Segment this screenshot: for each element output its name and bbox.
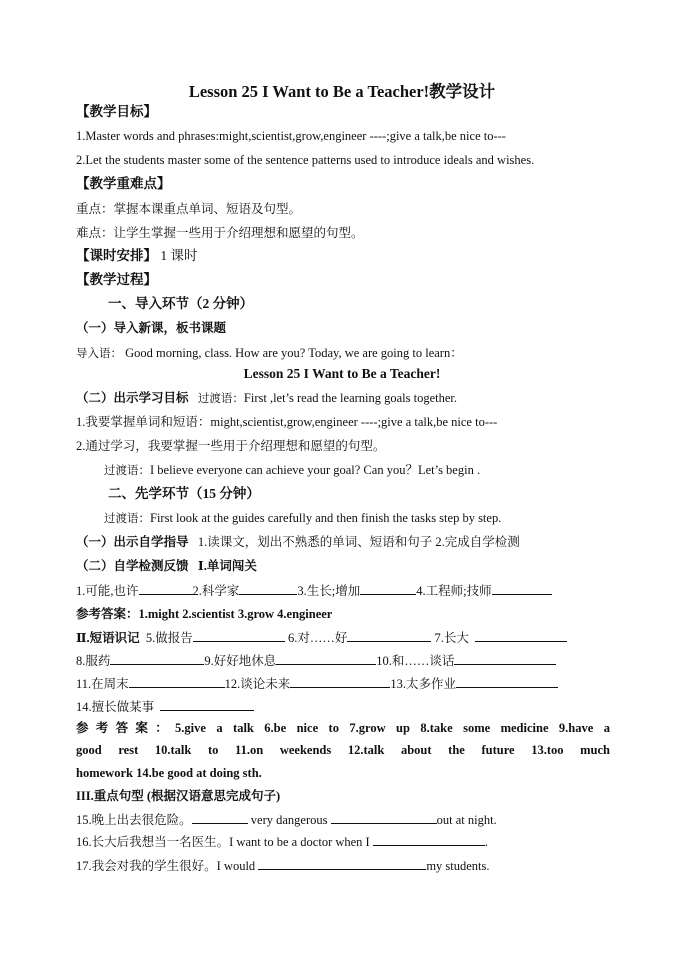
words-answer-label: 参考答案： xyxy=(76,607,139,621)
answer-blank[interactable] xyxy=(454,652,556,665)
sentence-15 xyxy=(76,811,497,828)
transition-3-text: First look at the guides carefully and then finish the tasks step by step. xyxy=(150,511,502,525)
sentence-17-en: I would xyxy=(216,859,259,873)
goal-item-2: 2.Let the students master some of the sentence patterns used to introduce ideals and wishes. xyxy=(76,153,535,167)
guide-line xyxy=(76,534,520,550)
answer-blank[interactable] xyxy=(258,857,426,870)
words-row xyxy=(76,582,552,599)
sentence-16 xyxy=(76,833,488,850)
phrase-item: 7.长大 xyxy=(434,631,469,645)
sentence-16-end: . xyxy=(484,835,488,849)
phrase-item: 14.擅长做某事 xyxy=(76,700,155,714)
answer-blank[interactable] xyxy=(160,698,254,711)
phrases-answers-line-1 xyxy=(76,720,610,736)
phrase-item: 8.服药 xyxy=(76,654,111,668)
check-line xyxy=(76,558,257,574)
phrase-item: 13.太多作业 xyxy=(390,677,456,691)
sub-2-trans-label: 过渡语： xyxy=(197,393,244,405)
sentence-15-mid: very dangerous xyxy=(247,813,331,827)
transition-2-label: 过渡语： xyxy=(104,465,150,477)
words-answers-line xyxy=(76,606,332,622)
word-item: 3.生长;增加 xyxy=(297,584,361,598)
phrases-answers-line-2: good rest 10.talk to 11.on weekends 12.talk about the future 13.too much xyxy=(76,743,610,757)
phrase-item: 5.做报告 xyxy=(145,631,193,645)
word-item: 1.可能,也许 xyxy=(76,584,139,598)
lesson-title: Lesson 25 I Want to Be a Teacher! xyxy=(243,366,441,381)
words-answers: 1.might 2.scientist 3.grow 4.engineer xyxy=(138,607,333,621)
section-2-heading: 二、先学环节（15 分钟） xyxy=(108,486,260,501)
answer-blank[interactable] xyxy=(331,811,437,824)
sentence-15-cn: 15.晚上出去很危险。 xyxy=(76,813,192,827)
focus-text: 重点：掌握本课重点单词、短语及句型。 xyxy=(76,202,302,216)
sentence-16-en: I want to be a doctor when I xyxy=(229,835,373,849)
page-title: Lesson 25 I Want to Be a Teacher!教学设计 xyxy=(188,82,496,101)
sentence-15-end: out at night. xyxy=(436,813,497,827)
answer-blank[interactable] xyxy=(276,652,376,665)
transition-2 xyxy=(104,462,480,479)
intro-text: Good morning, class. How are you? Today, we are going to learn： xyxy=(125,346,463,360)
transition-2-text: I believe everyone can achieve your goal? Can you？Let’s begin . xyxy=(150,463,481,477)
answer-blank[interactable] xyxy=(192,811,248,824)
phrases-answer-label: 参考答案： xyxy=(76,721,176,735)
section-1-heading: 一、导入环节（2 分钟） xyxy=(108,296,254,311)
process-heading: 【教学过程】 xyxy=(76,272,157,287)
sentence-17-end: my students. xyxy=(426,859,490,873)
sub-2-trans-text: First ,let’s read the learning goals together. xyxy=(243,391,458,405)
key-points-heading: 【教学重难点】 xyxy=(76,176,171,191)
answer-blank[interactable] xyxy=(139,582,193,595)
difficulty-text: 难点：让学生掌握一些用于介绍理想和愿望的句型。 xyxy=(76,226,364,240)
intro-label: 导入语： xyxy=(76,348,122,360)
check-part: Ⅰ.单词闯关 xyxy=(197,559,257,573)
answer-blank[interactable] xyxy=(456,675,558,688)
schedule-line xyxy=(76,248,198,264)
answer-blank[interactable] xyxy=(360,582,416,595)
phrases-row-4 xyxy=(76,698,254,715)
phrases-row-1 xyxy=(76,629,567,646)
schedule-value: 1 课时 xyxy=(160,248,198,263)
phrase-item: 6.对……好 xyxy=(287,631,348,645)
sub-2-label: （二）出示学习目标 xyxy=(76,391,189,405)
phrase-item: 10.和……谈话 xyxy=(376,654,455,668)
sub-2-line xyxy=(76,390,457,407)
answer-blank[interactable] xyxy=(239,582,297,595)
answer-blank[interactable] xyxy=(290,675,390,688)
word-item: 4.工程师;技师 xyxy=(416,584,492,598)
answer-blank[interactable] xyxy=(193,629,285,642)
sentences-heading: III.重点句型 (根据汉语意思完成句子) xyxy=(76,789,281,803)
phrases-answers-1: 5.give a talk 6.be nice to 7.grow up 8.take some medicine 9.have a xyxy=(175,721,610,735)
sentence-16-cn: 16.长大后我想当一名医生。 xyxy=(76,835,230,849)
transition-3 xyxy=(104,510,501,527)
answer-blank[interactable] xyxy=(129,675,225,688)
word-item: 2.科学家 xyxy=(192,584,240,598)
answer-blank[interactable] xyxy=(475,629,567,642)
answer-blank[interactable] xyxy=(492,582,552,595)
answer-blank[interactable] xyxy=(347,629,431,642)
phrases-heading: Ⅱ.短语识记 xyxy=(76,631,140,645)
sentence-17 xyxy=(76,857,490,874)
guide-text: 1.读课文，划出不熟悉的单词、短语和句子 2.完成自学检测 xyxy=(197,535,520,549)
learning-goal-1: 1.我要掌握单词和短语：might,scientist,grow,engineer ----;give a talk,be nice to--- xyxy=(76,415,498,429)
answer-blank[interactable] xyxy=(110,652,204,665)
goal-item-1: 1.Master words and phrases:might,scientist,grow,engineer ----;give a talk,be nice to--- xyxy=(76,129,506,143)
check-label: （二）自学检测反馈 xyxy=(76,559,189,573)
learning-goal-2: 2.通过学习，我要掌握一些用于介绍理想和愿望的句型。 xyxy=(76,439,386,453)
answer-blank[interactable] xyxy=(373,833,485,846)
intro-line xyxy=(76,345,463,362)
sub-1-heading: （一）导入新课，板书课题 xyxy=(76,321,227,335)
sentence-17-cn: 17.我会对我的学生很好。 xyxy=(76,859,217,873)
goals-heading: 【教学目标】 xyxy=(76,104,157,119)
schedule-heading: 【课时安排】 xyxy=(76,248,157,263)
phrases-row-2 xyxy=(76,652,556,669)
guide-label: （一）出示自学指导 xyxy=(76,535,189,549)
phrase-item: 12.谈论未来 xyxy=(224,677,291,691)
transition-3-label: 过渡语： xyxy=(104,513,150,525)
phrase-item: 9.好好地休息 xyxy=(204,654,277,668)
phrases-row-3 xyxy=(76,675,558,692)
phrase-item: 11.在周末 xyxy=(76,677,129,691)
phrases-answers-line-3: homework 14.be good at doing sth. xyxy=(76,766,262,780)
